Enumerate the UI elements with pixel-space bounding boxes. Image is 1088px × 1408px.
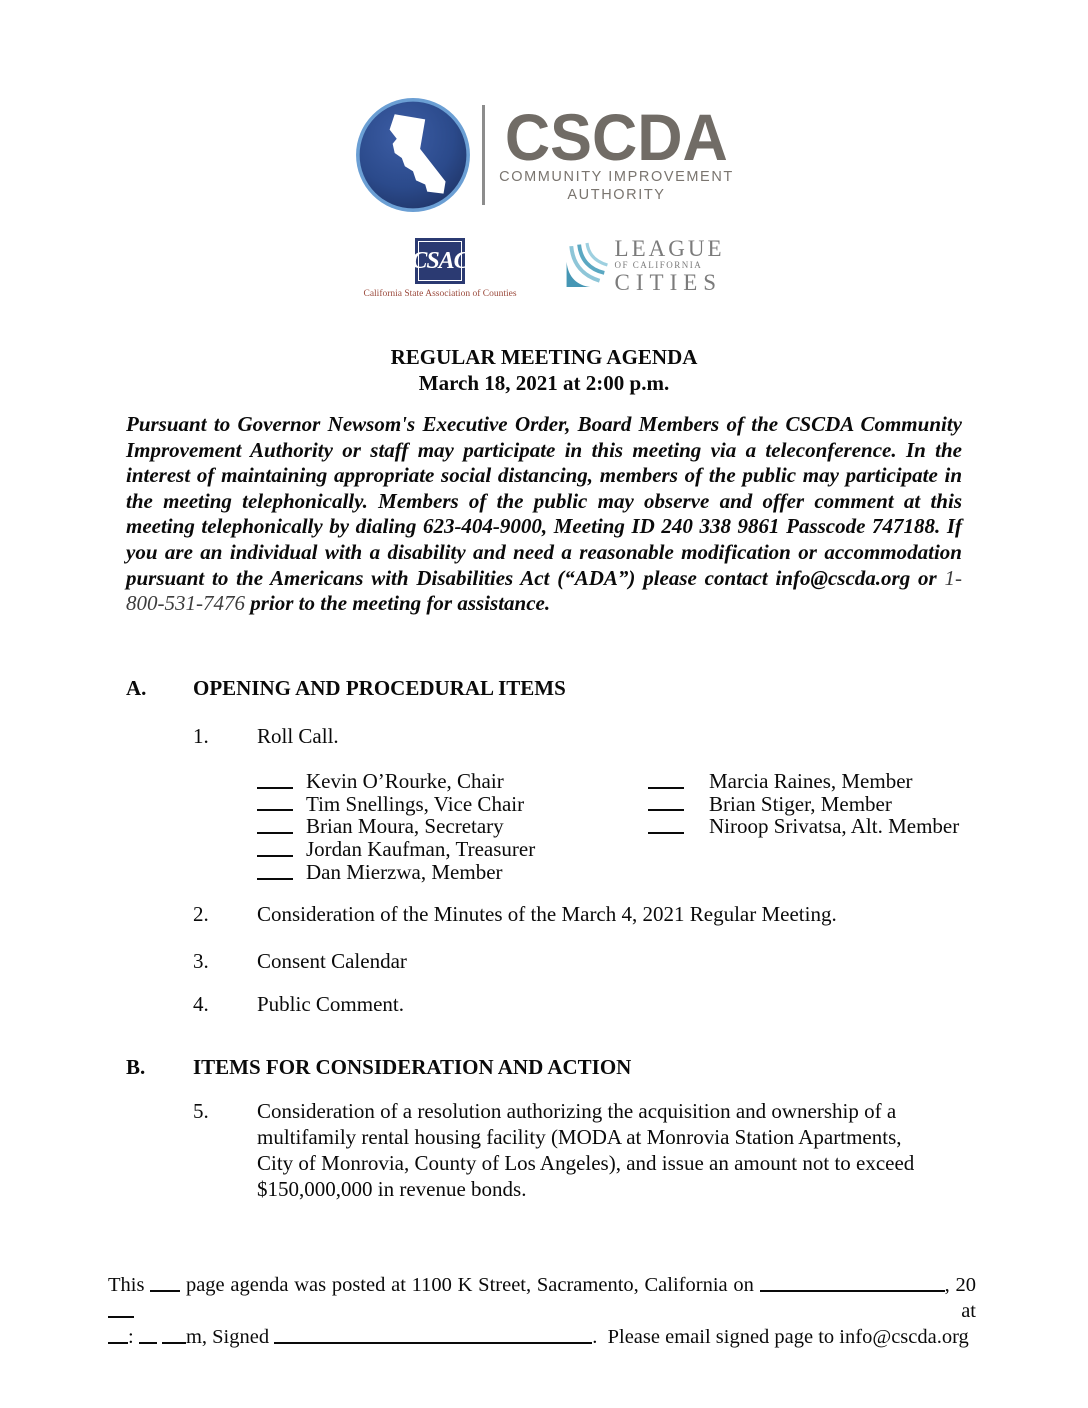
cscda-logo xyxy=(354,96,734,214)
cscda-subtitle-line2: AUTHORITY xyxy=(567,187,666,203)
roll-call-right-column xyxy=(648,769,959,883)
roll-call-left-column xyxy=(257,769,648,883)
roll-call-entry xyxy=(257,837,648,860)
partner-logos-row xyxy=(0,238,1088,299)
date-blank xyxy=(760,1290,945,1292)
item-1-text: Roll Call. xyxy=(257,723,339,748)
item-5-number: 5. xyxy=(193,1098,209,1123)
csac-caption: California State Association of Counties xyxy=(363,289,517,299)
csac-logo-box xyxy=(411,238,469,284)
footer-text: : xyxy=(128,1326,134,1348)
footer-text: page agenda was posted at 1100 K Street, Sacramento, California on xyxy=(185,1274,754,1296)
roll-call-entry xyxy=(257,860,648,883)
year-blank xyxy=(108,1316,134,1318)
roll-call-name: Tim Snellings, Vice Chair xyxy=(306,791,525,816)
roll-call-entry xyxy=(257,814,648,837)
notice-text: Pursuant to Governor Newsom's Executive Order, Board Members of the CSCDA Community Improvement Authority or staff may participate in this meeting via a teleconference. In the interest of maintaining appropriate social distancing, members of the public may participate in the meeting telephonically. Members of the public may observe and offer comment at this meeting telephonically by dialing 623-404-9000, Meeting ID 240 338 9861 Passcode 747188. If you are an individual with a disability and need a reasonable modification or accommodation pursuant to the Americans with Disabilities Act (“ADA”) please contact info@cscda.org or xyxy=(126,412,962,590)
item-5-text: Consideration of a resolution authorizing the acquisition and ownership of a multifamily rental housing facility (MODA at Monrovia Station Apartments, City of Monrovia, County of Los Angeles), and issue an amount not to exceed $150,000,000 in revenue bonds. xyxy=(257,1098,915,1201)
item-4-text: Public Comment. xyxy=(257,991,404,1016)
cscda-subtitle-line1: COMMUNITY IMPROVEMENT xyxy=(499,169,734,185)
agenda-item-4 xyxy=(193,991,962,1017)
item-3-number: 3. xyxy=(193,948,209,973)
header-logo-block xyxy=(0,0,1088,214)
document-title xyxy=(126,344,962,396)
section-a-letter: A. xyxy=(126,675,147,700)
footer-text: . Please email signed page to info@cscda.org xyxy=(592,1326,969,1348)
section-b-heading xyxy=(126,1054,962,1080)
csac-logo xyxy=(363,238,516,299)
agenda-item-5 xyxy=(193,1098,962,1202)
section-a-title: OPENING AND PROCEDURAL ITEMS xyxy=(193,675,566,700)
signature-blank xyxy=(274,1342,592,1344)
california-globe-icon xyxy=(354,96,472,214)
logo-divider xyxy=(482,105,485,205)
page-count-blank xyxy=(150,1290,180,1292)
agenda-item-2 xyxy=(193,901,962,927)
roll-call-blank-line xyxy=(648,809,684,811)
footer-text: , 20 xyxy=(944,1274,976,1296)
roll-call-entry xyxy=(648,814,959,837)
roll-call-entry xyxy=(257,792,648,815)
posting-certification-footer xyxy=(108,1272,976,1350)
league-logo-text xyxy=(615,238,725,294)
league-of-california-cities-logo xyxy=(565,238,725,294)
teleconference-notice xyxy=(126,412,962,617)
am-pm-blank xyxy=(162,1342,186,1344)
roll-call-blank-line xyxy=(257,832,293,834)
agenda-item-3 xyxy=(193,948,962,974)
roll-call-entry xyxy=(257,769,648,792)
footer-line-1 xyxy=(108,1272,976,1324)
title-line2: March 18, 2021 at 2:00 p.m. xyxy=(418,371,670,395)
item-2-text: Consideration of the Minutes of the March 4, 2021 Regular Meeting. xyxy=(257,901,837,926)
roll-call-name: Kevin O’Rourke, Chair xyxy=(306,768,504,793)
item-2-number: 2. xyxy=(193,901,209,926)
minute-blank xyxy=(139,1342,157,1344)
roll-call-blank-line xyxy=(257,878,293,880)
roll-call-name: Brian Moura, Secretary xyxy=(306,814,504,839)
notice-text-end: prior to the meeting for assistance. xyxy=(245,591,551,616)
roll-call-blank-line xyxy=(257,809,293,811)
item-4-number: 4. xyxy=(193,991,209,1016)
roll-call-name: Dan Mierzwa, Member xyxy=(306,859,503,884)
hour-blank xyxy=(108,1342,128,1344)
roll-call-name: Brian Stiger, Member xyxy=(709,791,892,816)
item-3-text: Consent Calendar xyxy=(257,948,407,973)
item-1-number: 1. xyxy=(193,723,209,748)
league-word: LEAGUE xyxy=(614,236,725,261)
roll-call-blank-line xyxy=(257,855,293,857)
roll-call-blank-line xyxy=(257,787,293,789)
section-b-title: ITEMS FOR CONSIDERATION AND ACTION xyxy=(193,1054,632,1079)
roll-call-name: Jordan Kaufman, Treasurer xyxy=(306,837,536,862)
roll-call-entry xyxy=(648,792,959,815)
agenda-item-1 xyxy=(193,723,962,749)
title-line1: REGULAR MEETING AGENDA xyxy=(390,345,698,369)
section-a-heading xyxy=(126,675,962,701)
roll-call-name: Niroop Srivatsa, Alt. Member xyxy=(709,814,960,839)
cscda-acronym: CSCDA xyxy=(505,100,728,174)
footer-text: This xyxy=(108,1274,145,1296)
roll-call-name: Marcia Raines, Member xyxy=(709,768,913,793)
roll-call-blank-line xyxy=(648,787,684,789)
footer-text: at xyxy=(961,1300,976,1322)
footer-text: m, Signed xyxy=(185,1326,270,1348)
footer-line-2 xyxy=(108,1324,976,1350)
roll-call-list xyxy=(257,769,962,883)
ada-phone-number: 1-800-531-7476 xyxy=(126,565,962,616)
roll-call-blank-line xyxy=(648,832,684,834)
csac-acronym: CSAC xyxy=(411,247,469,274)
roll-call-entry xyxy=(648,769,959,792)
league-of-california: OF CALIFORNIA xyxy=(614,260,703,270)
section-b-letter: B. xyxy=(126,1054,146,1079)
league-cities: CITIES xyxy=(614,270,723,295)
league-swoosh-icon xyxy=(565,238,609,292)
cscda-logo-text xyxy=(499,100,734,204)
